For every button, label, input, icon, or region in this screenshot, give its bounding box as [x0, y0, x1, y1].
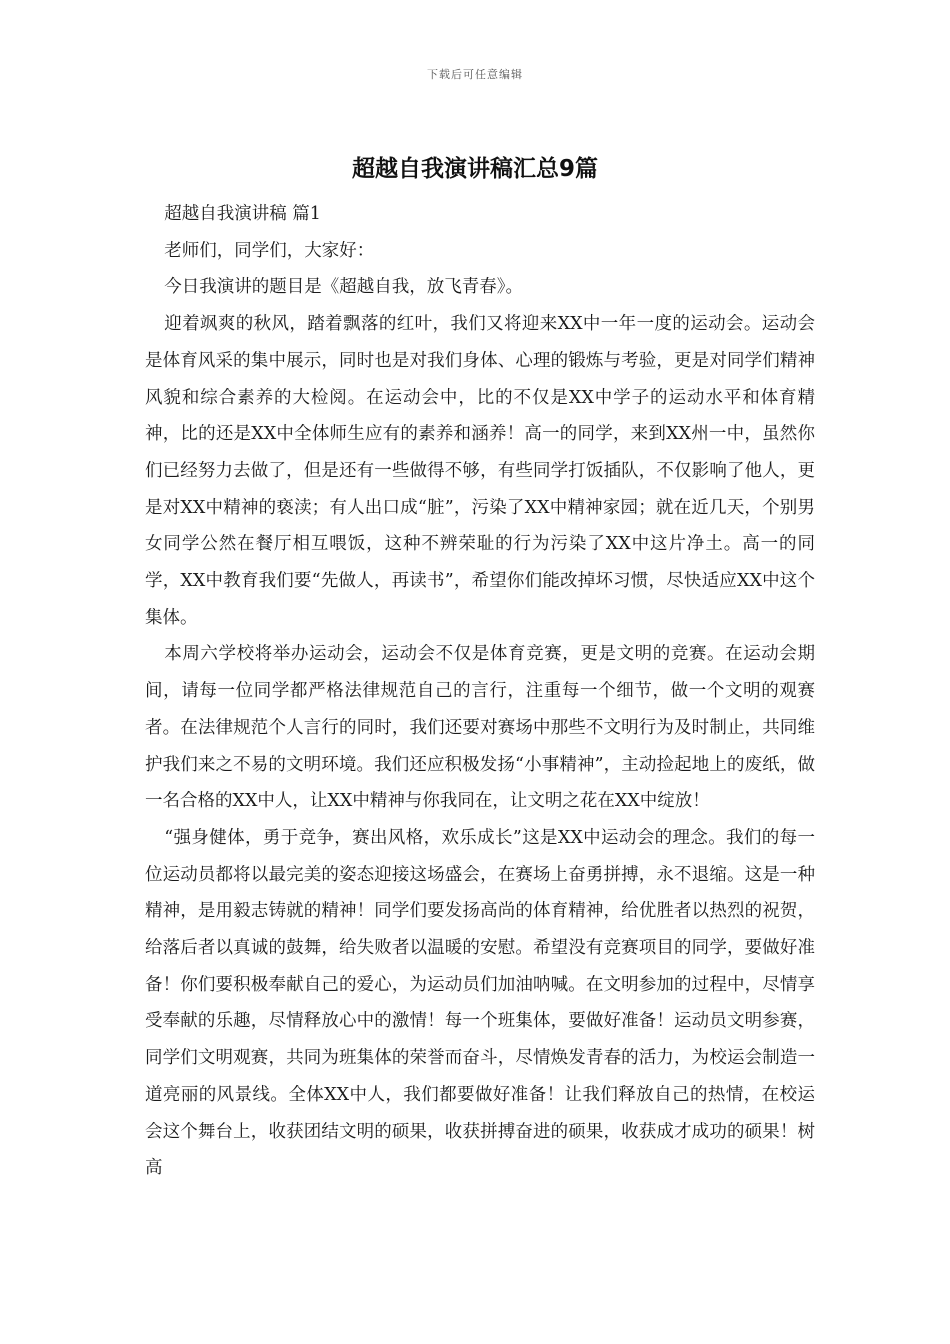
- document-body: [145, 196, 815, 1187]
- body-paragraph: “强身健体，勇于竞争，赛出风格，欢乐成长”这是XX中运动会的理念。我们的每一位运动员都将以最完美的姿态迎接这场盛会，在赛场上奋勇拼搏，永不退缩。这是一种精神，是用毅志铸就的精神！同学们要发扬高尚的体育精神，给优胜者以热烈的祝贺，给落后者以真诚的鼓舞，给失败者以温暖的安慰。希望没有竞赛项目的同学，要做好准备！你们要积极奉献自己的爱心，为运动员们加油呐喊。在文明参加的过程中，尽情享受奉献的乐趣，尽情释放心中的激情！每一个班集体，要做好准备！运动员文明参赛，同学们文明观赛，共同为班集体的荣誉而奋斗，尽情焕发青春的活力，为校运会制造一道亮丽的风景线。全体XX中人，我们都要做好准备！让我们释放自己的热情，在校运会这个舞台上，收获团结文明的硕果，收获拼搏奋进的硕果，收获成才成功的硕果！树高: [145, 827, 815, 1179]
- section-heading: 超越自我演讲稿 篇1: [164, 204, 321, 224]
- body-paragraph: 本周六学校将举办运动会，运动会不仅是体育竞赛，更是文明的竞赛。在运动会期间，请每一位同学都严格法律规范自己的言行，注重每一个细节，做一个文明的观赛者。在法律规范个人言行的同时，我们还要对赛场中那些不文明行为及时制止，共同维护我们来之不易的文明环境。我们还应积极发扬“小事精神”，主动捡起地上的废纸，做一名合格的XX中人，让XX中精神与你我同在，让文明之花在XX中绽放！: [145, 644, 815, 812]
- document-title: 超越自我演讲稿汇总9篇: [351, 156, 598, 182]
- topic-paragraph: 今日我演讲的题目是《超越自我，放飞青春》。: [164, 277, 523, 298]
- header-note: 下载后可任意编辑: [427, 68, 523, 81]
- greeting-paragraph: 老师们，同学们，大家好：: [164, 240, 375, 261]
- body-paragraph: 迎着飒爽的秋风，踏着飘落的红叶，我们又将迎来XX中一年一度的运动会。运动会是体育风采的集中展示，同时也是对我们身体、心理的锻炼与考验，更是对同学们精神风貌和综合素养的大检阅。在运动会中，比的不仅是XX中学子的运动水平和体育精神，比的还是XX中全体师生应有的素养和涵养！高一的同学，来到XX州一中，虽然你们已经努力去做了，但是还有一些做得不够，有些同学打饭插队，不仅影响了他人，更是对XX中精神的亵渎；有人出口成“脏”，污染了XX中精神家园；就在近几天，个别男女同学公然在餐厅相互喂饭，这种不辨荣耻的行为污染了XX中这片净土。高一的同学，XX中教育我们要“先做人，再读书”，希望你们能改掉坏习惯，尽快适应XX中这个集体。: [145, 314, 815, 628]
